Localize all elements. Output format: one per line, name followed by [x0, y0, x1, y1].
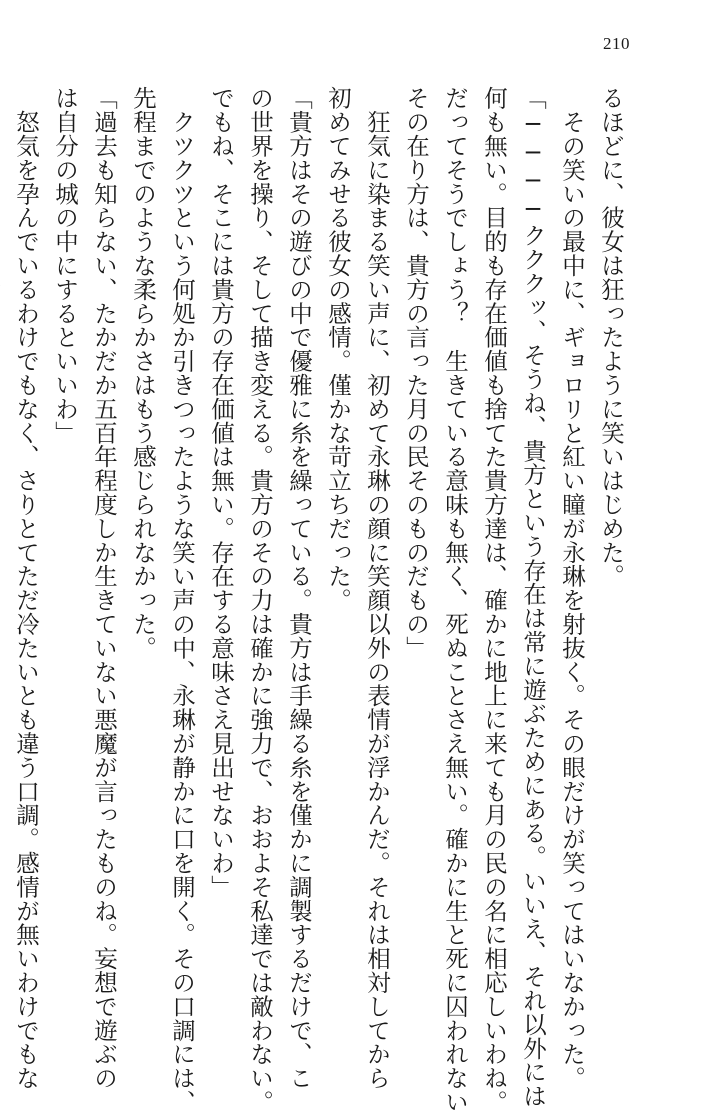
text-line: だってそうでしょう？ 生きている意味も無く、死ぬことさえ無い。確かに生と死に囚われない — [441, 86, 469, 1114]
text-line: るほどに、彼女は狂ったように笑いはじめた。 — [597, 86, 625, 588]
text-line: の世界を操り、そして描き変える。貴方のその力は確かに強力で、おおよそ私達では敵わない。 — [246, 86, 274, 1114]
text-line: クツクツという何処か引きつったような笑い声の中、永琳が静かに口を開く。その口調には、 — [168, 86, 196, 1114]
text-line: でもね、そこには貴方の存在価値は無い。存在する意味さえ見出せないわ」 — [207, 86, 235, 899]
text-line: 先程までのような柔らかさはもう感じられなかった。 — [129, 86, 157, 660]
novel-body-text — [12, 86, 630, 1114]
text-line: 「過去も知らない、たかだか五百年程度しか生きていない悪魔が言ったものね。妄想で遊ぶの — [90, 86, 118, 1090]
text-line: 怒気を孕んでいるわけでもなく、さりとてただ冷たいとも違う口調。感情が無いわけでもな — [12, 86, 40, 1090]
page-number: 210 — [603, 34, 630, 53]
text-line: 何も無い。目的も存在価値も捨てた貴方達は、確かに地上に来ても月の民の名に相応しいわね。 — [480, 86, 508, 1114]
text-line: 初めてみせる彼女の感情。僅かな苛立ちだった。 — [324, 86, 352, 612]
text-line — [0, 86, 6, 966]
text-line: その在り方は、貴方の言った月の民そのものだもの」 — [402, 86, 430, 660]
text-line: 「────クククッ、そうね、貴方という存在は常に遊ぶためにある。いいえ、それ以外には — [519, 86, 547, 1108]
text-line: その笑いの最中に、ギョロリと紅い瞳が永琳を射抜く。その眼だけが笑ってはいなかった。 — [558, 86, 586, 1090]
text-line: は自分の城の中にするといいわ」 — [51, 86, 79, 445]
text-line: 「貴方はその遊びの中で優雅に糸を繰っている。貴方は手繰る糸を僅かに調製するだけで、こ — [285, 86, 313, 1090]
text-line: 狂気に染まる笑い声に、初めて永琳の顔に笑顔以外の表情が浮かんだ。それは相対してから — [363, 86, 391, 1090]
